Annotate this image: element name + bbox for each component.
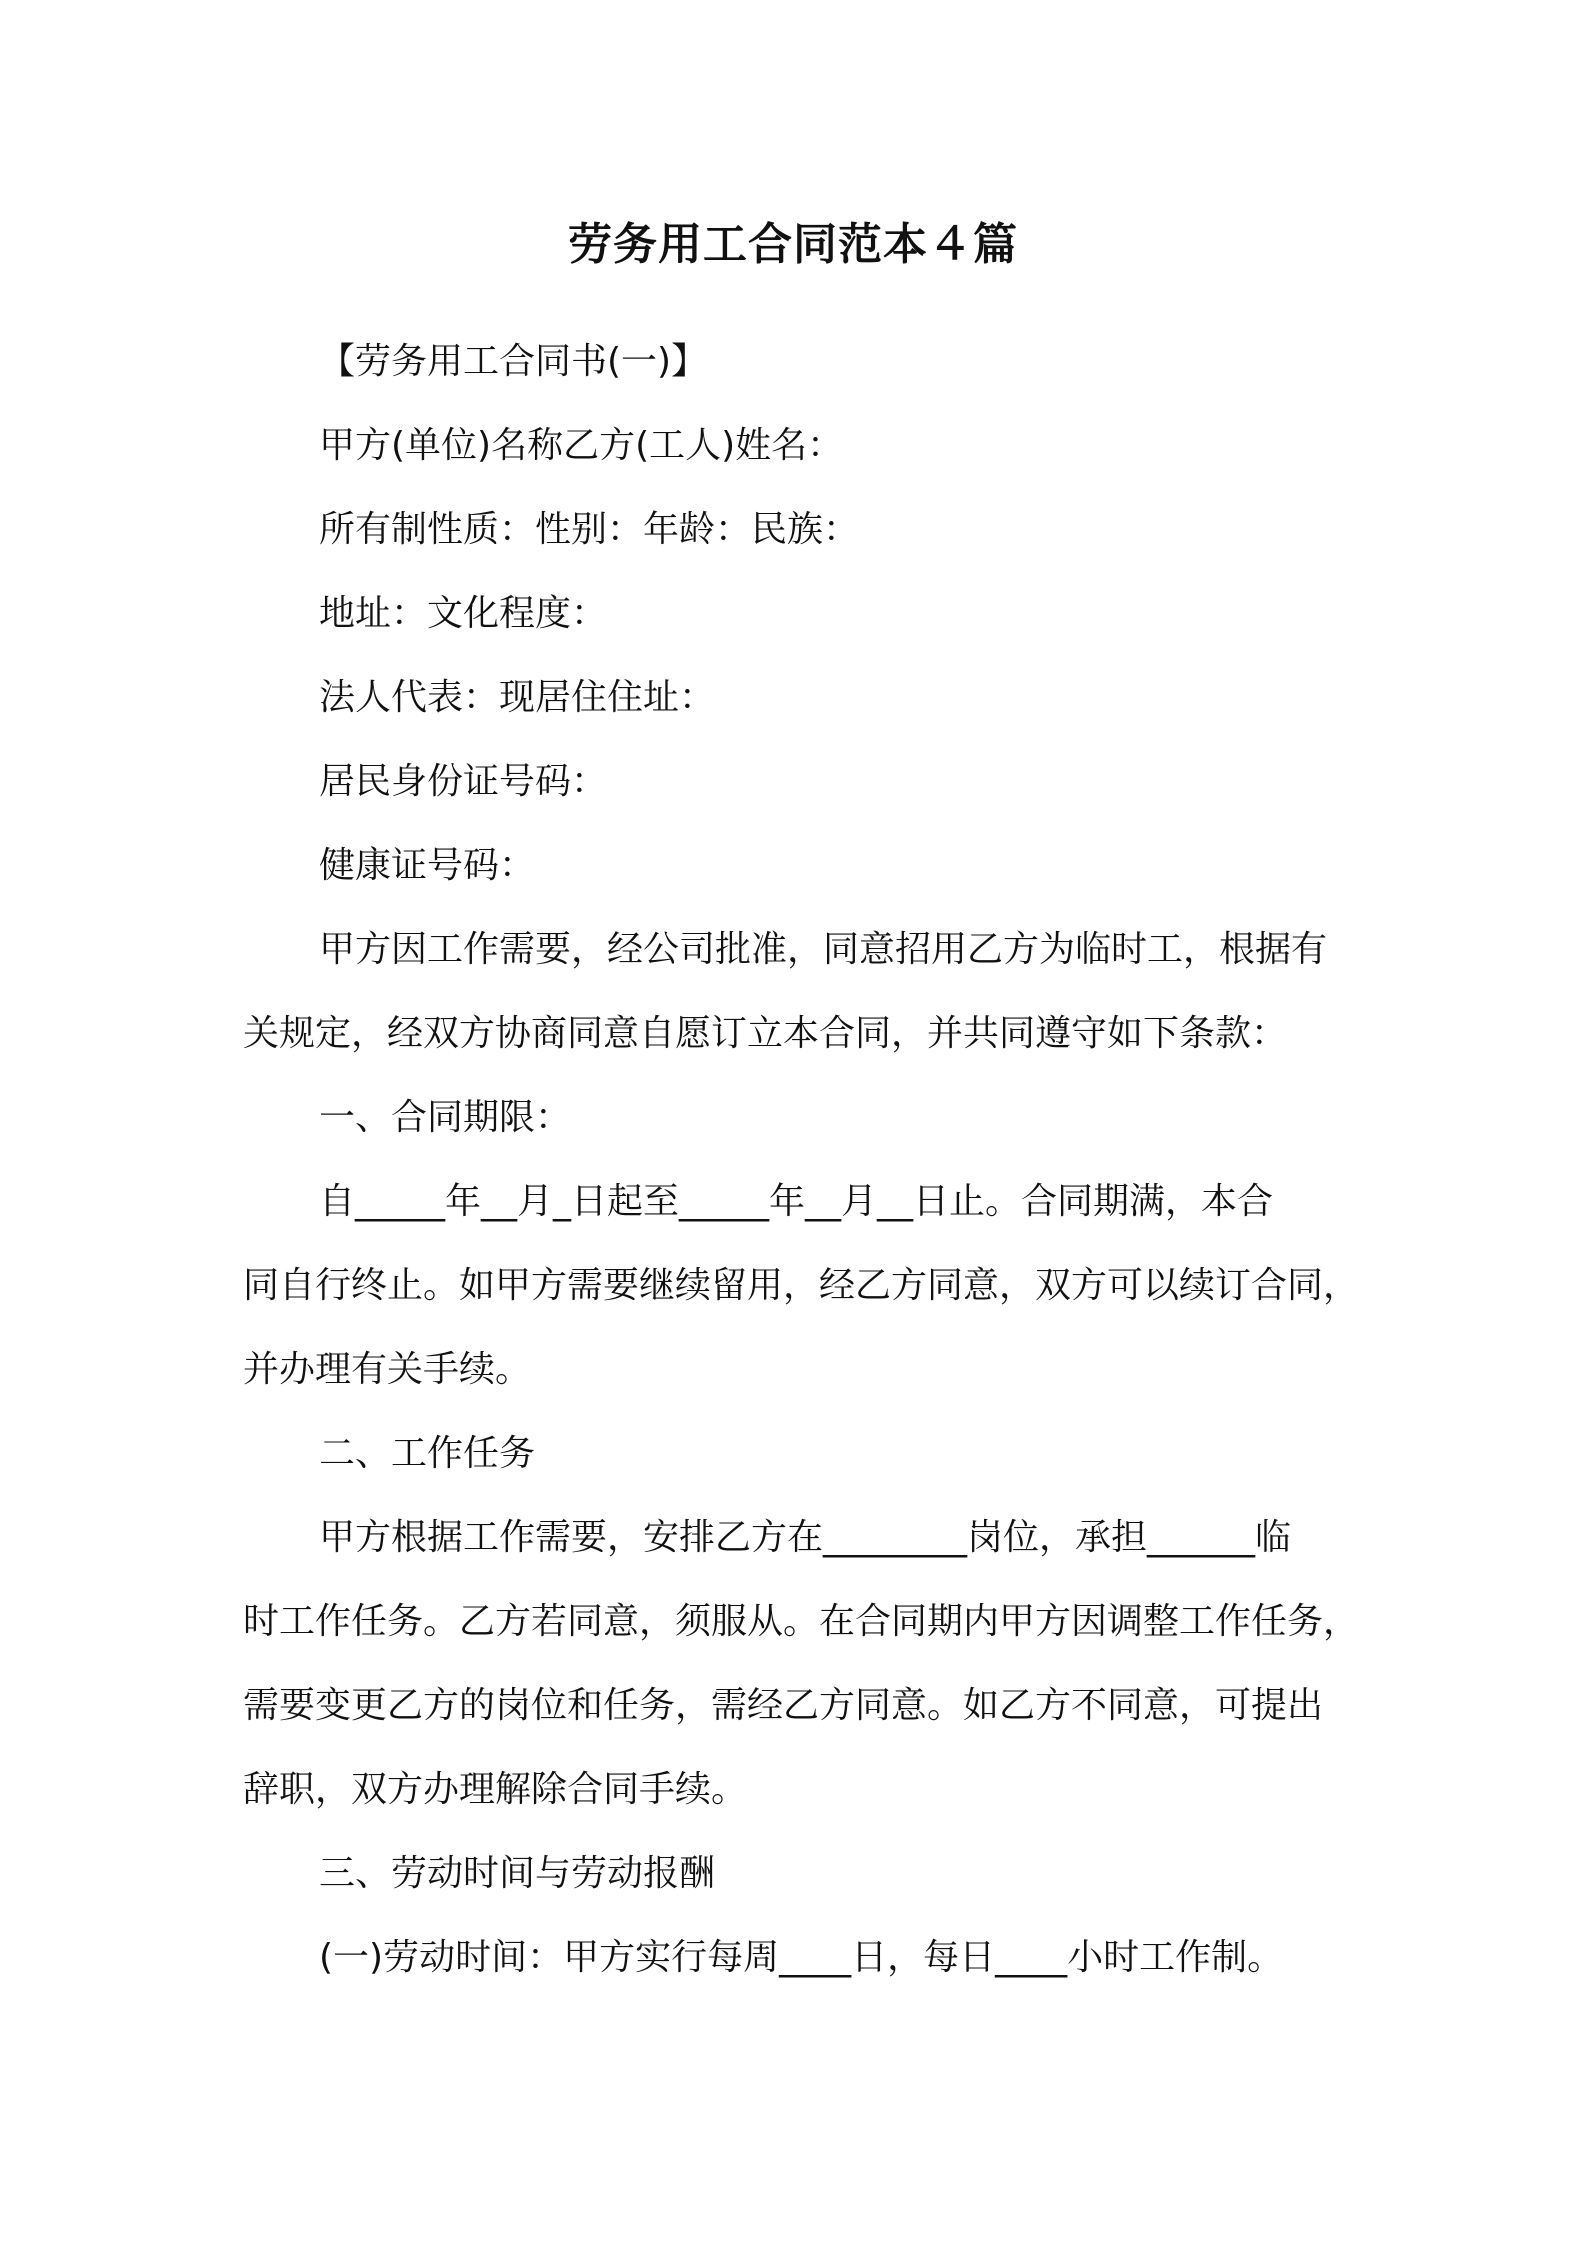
address-education-line: 地址：文化程度：	[319, 593, 608, 634]
legal-rep-residence-line: 法人代表：现居住住址：	[319, 677, 716, 718]
paragraph-line: 同自行终止。如甲方需要继续留用，经乙方同意，双方可以续订合同，	[243, 1265, 1360, 1306]
clause-heading-hours-pay: 三、劳动时间与劳动报酬	[319, 1853, 716, 1894]
clause-heading-tasks: 二、工作任务	[319, 1433, 536, 1474]
ownership-gender-age-line: 所有制性质：性别：年龄：民族：	[319, 509, 860, 550]
paragraph-line: (一)劳动时间：甲方实行每周____日，每日____小时工作制。	[319, 1937, 1284, 1978]
paragraph-line: 甲方根据工作需要，安排乙方在________岗位，承担______临	[319, 1517, 1292, 1558]
paragraph-line: 需要变更乙方的岗位和任务，需经乙方同意。如乙方不同意，可提出	[243, 1685, 1324, 1726]
paragraph-line: 辞职，双方办理解除合同手续。	[243, 1769, 748, 1810]
document-title: 劳务用工合同范本４篇	[568, 219, 1018, 270]
clause-heading-term: 一、合同期限：	[319, 1097, 572, 1138]
paragraph-line: 并办理有关手续。	[243, 1349, 532, 1390]
paragraph-line: 自_____年__月_日起至_____年__月__日止。合同期满，本合	[319, 1181, 1274, 1222]
section-heading-contract-one: 【劳务用工合同书(一)】	[319, 341, 708, 382]
document-body	[243, 320, 1361, 2000]
party-names-line: 甲方(单位)名称乙方(工人)姓名：	[319, 425, 844, 466]
health-cert-line: 健康证号码：	[319, 845, 536, 886]
id-number-line: 居民身份证号码：	[319, 761, 608, 802]
paragraph-line: 甲方因工作需要，经公司批准，同意招用乙方为临时工，根据有	[319, 929, 1328, 970]
paragraph-line: 时工作任务。乙方若同意，须服从。在合同期内甲方因调整工作任务，	[243, 1601, 1360, 1642]
paragraph-line: 关规定，经双方协商同意自愿订立本合同，并共同遵守如下条款：	[243, 1013, 1288, 1054]
